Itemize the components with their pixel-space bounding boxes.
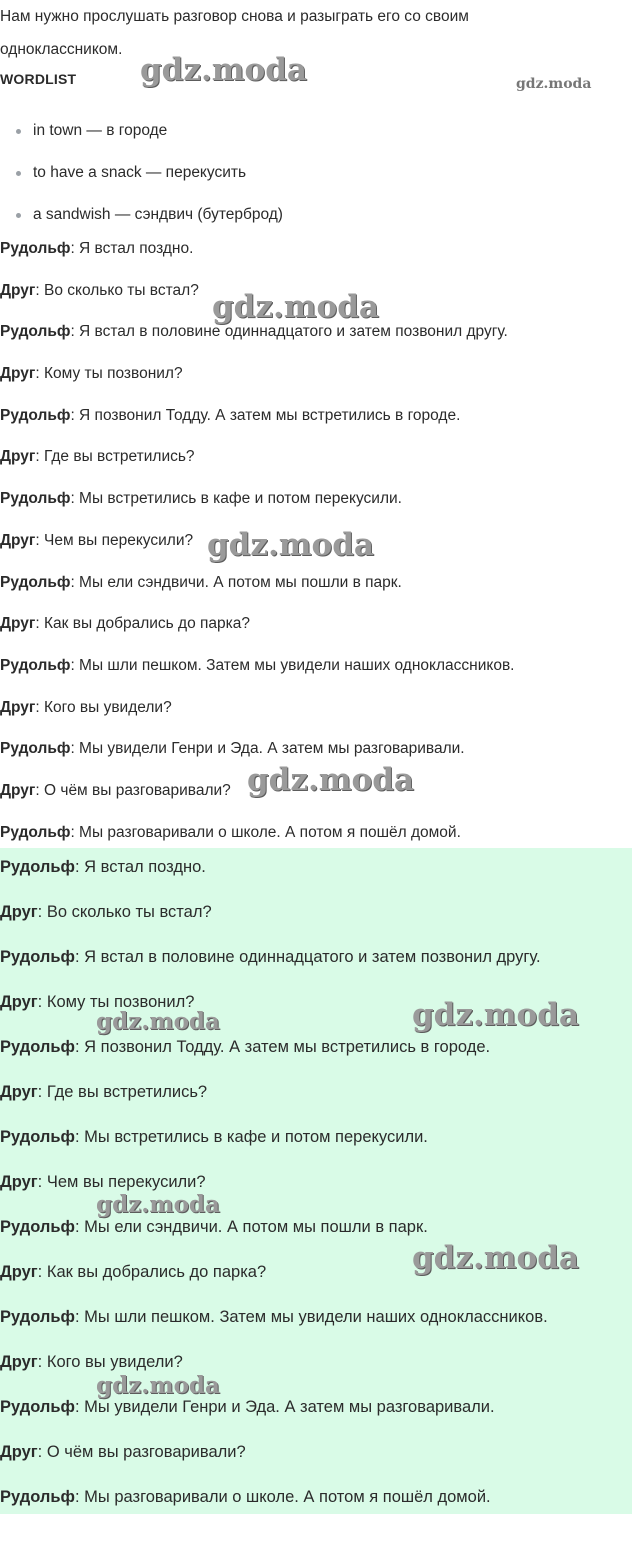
dialogue-line <box>0 728 632 770</box>
watermark: gdz.moda <box>96 1372 220 1399</box>
dialogue-text: : Где вы встретились? <box>37 1083 208 1101</box>
speaker-name: Друг <box>0 615 36 633</box>
dialogue-line <box>0 983 632 1028</box>
intro-line-2: одноклассником. <box>0 41 123 58</box>
speaker-name: Друг <box>0 1353 38 1371</box>
dialogue-line <box>0 603 632 645</box>
dialogue-text: : Мы шли пешком. Затем мы увидели наших одноклассников. <box>74 1308 548 1326</box>
speaker-name: Друг <box>0 993 38 1011</box>
speaker-name: Рудольф <box>0 1128 75 1146</box>
dialogue-line <box>0 395 632 437</box>
dialogue-text: : Мы ели сэндвичи. А потом мы пошли в парк. <box>74 1218 428 1236</box>
watermark: gdz.moda <box>412 997 579 1033</box>
speaker-name: Рудольф <box>0 858 75 876</box>
dialogue-text: : О чём вы разговаривали? <box>37 1443 246 1461</box>
dialogue-line <box>0 645 632 687</box>
watermark: gdz.moda <box>96 1008 220 1035</box>
dialogue-line <box>0 1433 632 1478</box>
watermark: gdz.moda <box>247 762 414 798</box>
speaker-name: Рудольф <box>0 240 71 257</box>
speaker-name: Друг <box>0 781 36 799</box>
dialogue-text: : Чем вы перекусили? <box>35 531 194 549</box>
dialogue-line <box>0 1118 632 1163</box>
dialogue-text: : Чем вы перекусили? <box>37 1173 206 1191</box>
speaker-name: Рудольф <box>0 1218 75 1236</box>
dialogue-text: : Я позвонил Тодду. А затем мы встретились в городе. <box>74 1038 491 1056</box>
dialogue-text: : Кому ты позвонил? <box>37 993 195 1011</box>
dialogue-line <box>0 770 632 812</box>
speaker-name: Друг <box>0 1083 38 1101</box>
dialogue-line <box>0 1073 632 1118</box>
watermark: gdz.moda <box>212 289 379 325</box>
watermark: gdz.moda <box>412 1240 579 1276</box>
dialogue-text: : Мы встретились в кафе и потом перекусили. <box>70 490 402 508</box>
dialogue-text: : Как вы добрались до парка? <box>37 1263 267 1281</box>
dialogue-line <box>0 1298 632 1343</box>
dialogue-text: : Мы ели сэндвичи. А потом мы пошли в парк. <box>70 573 402 591</box>
wordlist-heading: WORDLIST <box>0 71 77 87</box>
speaker-name: Рудольф <box>0 1398 75 1416</box>
speaker-name: Рудольф <box>0 323 71 341</box>
speaker-name: Друг <box>0 531 36 549</box>
speaker-name: Друг <box>0 365 36 383</box>
dialogue-line <box>0 311 632 353</box>
speaker-name: Друг <box>0 281 36 299</box>
dialogue-text: : Кого вы увидели? <box>35 698 172 716</box>
speaker-name: Друг <box>0 903 38 921</box>
dialogue-text: : О чём вы разговаривали? <box>35 781 231 799</box>
speaker-name: Рудольф <box>0 490 71 508</box>
wordlist-item: a sandwish — сэндвич (бутерброд) <box>0 194 283 236</box>
dialogue-text: : Мы встретились в кафе и потом перекусили. <box>74 1128 428 1146</box>
dialogue-text: : Где вы встретились? <box>35 448 195 466</box>
dialogue-line <box>0 1253 632 1298</box>
dialogue-line <box>0 938 632 983</box>
dialogue-line <box>0 893 632 938</box>
dialogue-highlight-block <box>0 848 632 1514</box>
dialogue-line <box>0 270 632 312</box>
dialogue-line <box>0 687 632 729</box>
dialogue-text: : Я встал поздно. <box>70 240 194 257</box>
dialogue-line <box>0 353 632 395</box>
speaker-name: Друг <box>0 1173 38 1191</box>
speaker-name: Рудольф <box>0 1488 75 1506</box>
dialogue-text: : Во сколько ты встал? <box>35 281 199 299</box>
dialogue-text: : Кому ты позвонил? <box>35 365 183 383</box>
speaker-name: Друг <box>0 1263 38 1281</box>
dialogue-line <box>0 1028 632 1073</box>
dialogue-line <box>0 562 632 604</box>
dialogue-text: : Мы увидели Генри и Эда. А затем мы разговаривали. <box>70 740 465 758</box>
dialogue-line <box>0 1478 632 1523</box>
speaker-name: Друг <box>0 698 36 716</box>
speaker-name: Рудольф <box>0 1308 75 1326</box>
speaker-name: Рудольф <box>0 948 75 966</box>
dialogue-text: : Мы шли пешком. Затем мы увидели наших одноклассников. <box>70 656 515 674</box>
dialogue-line <box>0 1163 632 1208</box>
dialogue-line <box>0 1343 632 1388</box>
dialogue-text: : Мы разговаривали о школе. А потом я пошёл домой. <box>70 823 461 841</box>
intro-line-1: Нам нужно прослушать разговор снова и разыграть его со своим <box>0 8 469 25</box>
dialogue-line <box>0 1388 632 1433</box>
dialogue-text: : Я встал поздно. <box>74 858 206 876</box>
wordlist-item: to have a snack — перекусить <box>0 152 283 194</box>
wordlist <box>0 110 283 236</box>
speaker-name: Рудольф <box>0 740 71 758</box>
wordlist-item: in town — в городе <box>0 110 283 152</box>
dialogue-line <box>0 848 632 893</box>
speaker-name: Рудольф <box>0 656 71 674</box>
speaker-name: Рудольф <box>0 823 71 841</box>
dialogue-line <box>0 520 632 562</box>
dialogue-text: : Как вы добрались до парка? <box>35 615 251 633</box>
watermark: gdz.moda <box>140 52 307 88</box>
watermark: gdz.moda <box>207 527 374 563</box>
dialogue <box>0 228 632 853</box>
dialogue-text: : Я встал в половине одиннадцатого и затем позвонил другу. <box>74 948 541 966</box>
dialogue-text: : Кого вы увидели? <box>37 1353 183 1371</box>
speaker-name: Рудольф <box>0 1038 75 1056</box>
dialogue-text: : Мы увидели Генри и Эда. А затем мы разговаривали. <box>74 1398 495 1416</box>
speaker-name: Друг <box>0 1443 38 1461</box>
speaker-name: Рудольф <box>0 573 71 591</box>
dialogue-text: : Мы разговаривали о школе. А потом я пошёл домой. <box>74 1488 491 1506</box>
speaker-name: Рудольф <box>0 406 71 424</box>
dialogue-text: : Я позвонил Тодду. А затем мы встретились в городе. <box>70 406 461 424</box>
dialogue-line <box>0 1208 632 1253</box>
dialogue-text: : Я встал в половине одиннадцатого и затем позвонил другу. <box>70 323 508 341</box>
watermark: gdz.moda <box>96 1191 220 1218</box>
dialogue-highlighted <box>0 848 632 1523</box>
watermark: gdz.moda <box>516 76 592 92</box>
dialogue-line <box>0 228 632 270</box>
dialogue-text: : Во сколько ты встал? <box>37 903 212 921</box>
dialogue-line <box>0 478 632 520</box>
speaker-name: Друг <box>0 448 36 466</box>
dialogue-line <box>0 436 632 478</box>
